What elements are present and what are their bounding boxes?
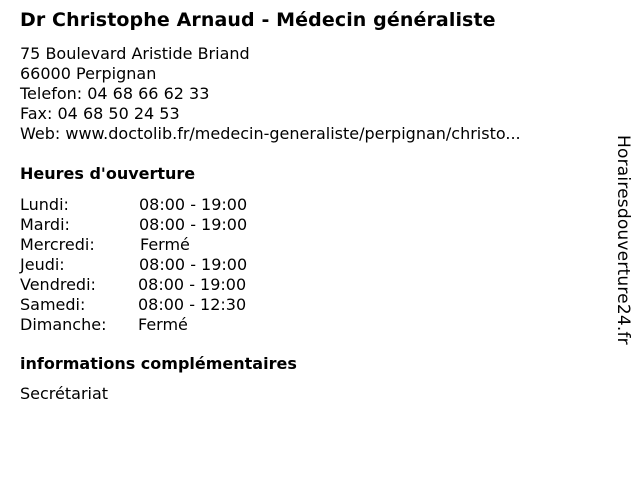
day-hours: Fermé xyxy=(140,235,190,254)
address-block xyxy=(20,44,521,144)
hours-row-mercredi xyxy=(20,235,320,255)
day-hours: 08:00 - 19:00 xyxy=(139,255,248,274)
day-hours: 08:00 - 12:30 xyxy=(138,295,247,314)
day-label: Vendredi: xyxy=(20,275,96,294)
day-hours: 08:00 - 19:00 xyxy=(139,215,248,234)
day-label: Samedi: xyxy=(20,295,86,314)
web-label: Web: xyxy=(20,124,61,143)
info-heading: informations complémentaires xyxy=(20,354,297,373)
day-label: Jeudi: xyxy=(20,255,65,274)
info-text: Secrétariat xyxy=(20,384,109,403)
day-hours: 08:00 - 19:00 xyxy=(138,275,247,294)
phone-label: Telefon: xyxy=(20,84,83,103)
hours-heading: Heures d'ouverture xyxy=(20,164,196,183)
web-link[interactable]: www.doctolib.fr/medecin-generaliste/perpignan/christo... xyxy=(65,124,521,143)
city-postcode: 66000 Perpignan xyxy=(20,64,157,83)
web-row xyxy=(20,124,521,144)
hours-row-dimanche xyxy=(20,315,320,335)
hours-row-mardi xyxy=(20,215,320,235)
hours-row-lundi xyxy=(20,195,320,215)
fax-row xyxy=(20,104,521,124)
day-label: Dimanche: xyxy=(20,315,107,334)
day-hours: 08:00 - 19:00 xyxy=(139,195,248,214)
hours-row-samedi xyxy=(20,295,320,315)
day-label: Lundi: xyxy=(20,195,69,214)
day-label: Mercredi: xyxy=(20,235,95,254)
fax-number: 04 68 50 24 53 xyxy=(57,104,180,123)
hours-table xyxy=(20,195,320,335)
fax-label: Fax: xyxy=(20,104,53,123)
site-watermark: Horairesdouverture24.fr xyxy=(613,135,633,345)
phone-number: 04 68 66 62 33 xyxy=(87,84,210,103)
hours-row-jeudi xyxy=(20,255,320,275)
day-hours: Fermé xyxy=(138,315,188,334)
page-title: Dr Christophe Arnaud - Médecin généraliste xyxy=(20,9,496,31)
hours-row-vendredi xyxy=(20,275,320,295)
street-address: 75 Boulevard Aristide Briand xyxy=(20,44,250,63)
phone-row xyxy=(20,84,521,104)
day-label: Mardi: xyxy=(20,215,70,234)
